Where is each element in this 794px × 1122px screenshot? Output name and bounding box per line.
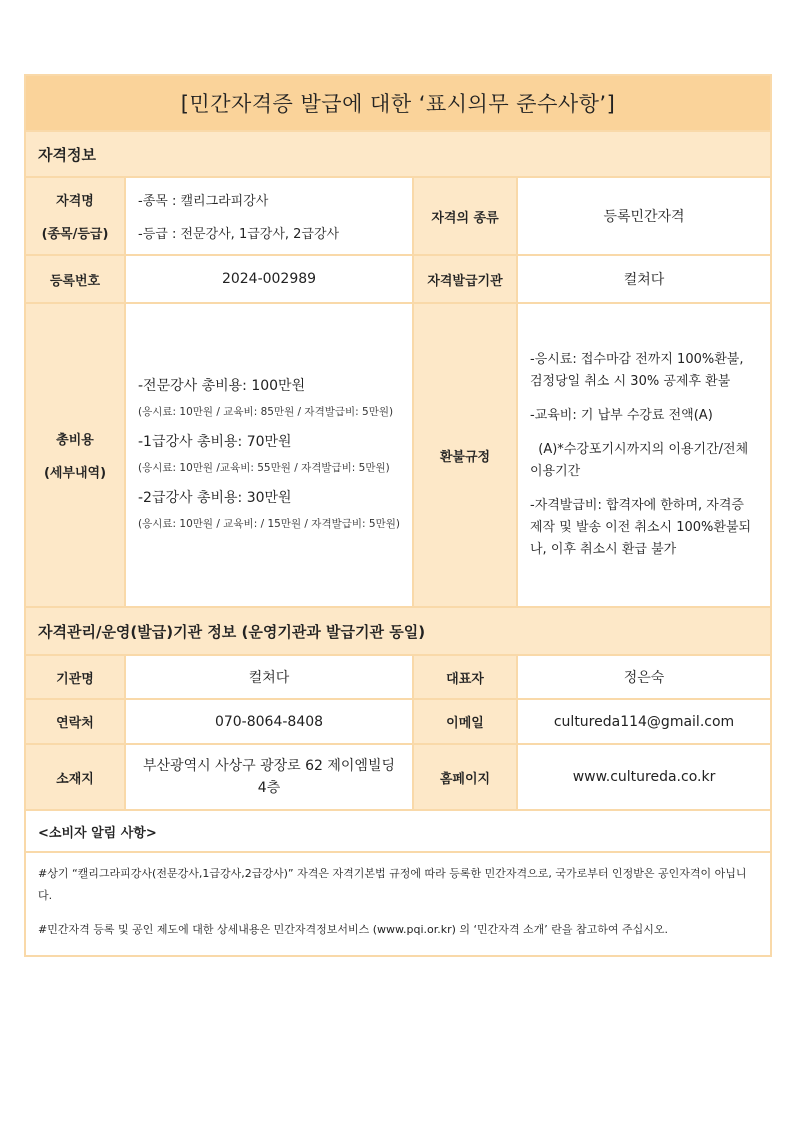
organization-name-label: 기관명 (25, 655, 125, 699)
cost-item-heading: -1급강사 총비용: 70만원 (138, 434, 292, 450)
representative-label: 대표자 (413, 655, 517, 699)
qualification-name-label: 자격명 (종목/등급) (25, 177, 125, 255)
refund-rule: (A)*수강포기시까지의 이용기간/전체이용기간 (530, 442, 749, 479)
refund-policy-details (517, 303, 771, 607)
homepage-label: 홈페이지 (413, 744, 517, 810)
cost-item-heading: -2급강사 총비용: 30만원 (138, 490, 292, 506)
qualification-section-title: 자격정보 (25, 131, 771, 177)
registration-number-value: 2024-002989 (125, 255, 413, 303)
qualification-type-label: 자격의 종류 (413, 177, 517, 255)
contact-label: 연락처 (25, 699, 125, 744)
total-cost-label: 총비용 (세부내역) (25, 303, 125, 607)
registration-number-label: 등록번호 (25, 255, 125, 303)
consumer-notice-title: <소비자 알림 사항> (25, 810, 771, 852)
consumer-notice-body (25, 852, 771, 956)
total-cost-details (125, 303, 413, 607)
cost-item-detail: (응시료: 10만원 / 교육비: 85만원 / 자격발급비: 5만원) (138, 406, 394, 418)
qualification-type-value: 등록민간자격 (517, 177, 771, 255)
notice-line: #상기 “캘리그라피강사(전문강사,1급강사,2급강사)” 자격은 자격기본법 규정에 따라 등록한 민간자격으로, 국가로부터 인정받은 공인자격이 아닙니다. (38, 867, 747, 902)
agency-section-title: 자격관리/운영(발급)기관 정보 (운영기관과 발급기관 동일) (25, 607, 771, 655)
email-value: cultureda114@gmail.com (517, 699, 771, 744)
homepage-value: www.cultureda.co.kr (517, 744, 771, 810)
refund-policy-label: 환불규정 (413, 303, 517, 607)
refund-rule: -응시료: 접수마감 전까지 100%환불, 검정당일 취소 시 30% 공제후 환불 (530, 352, 744, 389)
cost-item-heading: -전문강사 총비용: 100만원 (138, 378, 306, 394)
cost-item-detail: (응시료: 10만원 / 교육비: / 15만원 / 자격발급비: 5만원) (138, 518, 400, 530)
page-title: [민간자격증 발급에 대한 ‘표시의무 준수사항’] (25, 75, 771, 131)
refund-rule: -자격발급비: 합격자에 한하며, 자격증 제작 및 발송 이전 취소시 100%환불되나, 이후 취소시 환급 불가 (530, 498, 752, 557)
issuing-agency-label: 자격발급기관 (413, 255, 517, 303)
address-label: 소재지 (25, 744, 125, 810)
refund-rule: -교육비: 기 납부 수강료 전액(A) (530, 408, 713, 423)
email-label: 이메일 (413, 699, 517, 744)
qualification-name-value: -종목 : 캘리그라피강사 -등급 : 전문강사, 1급강사, 2급강사 (125, 177, 413, 255)
organization-name-value: 컬쳐다 (125, 655, 413, 699)
address-value: 부산광역시 사상구 광장로 62 제이엠빌딩 4층 (125, 744, 413, 810)
issuing-agency-value: 컬쳐다 (517, 255, 771, 303)
cost-item-detail: (응시료: 10만원 /교육비: 55만원 / 자격발급비: 5만원) (138, 462, 390, 474)
disclosure-table (24, 74, 772, 957)
representative-value: 정은숙 (517, 655, 771, 699)
notice-line: #민간자격 등록 및 공인 제도에 대한 상세내용은 민간자격정보서비스 (www.pqi.or.kr) 의 ‘민간자격 소개’ 란을 참고하여 주십시오. (38, 923, 669, 936)
contact-value: 070-8064-8408 (125, 699, 413, 744)
